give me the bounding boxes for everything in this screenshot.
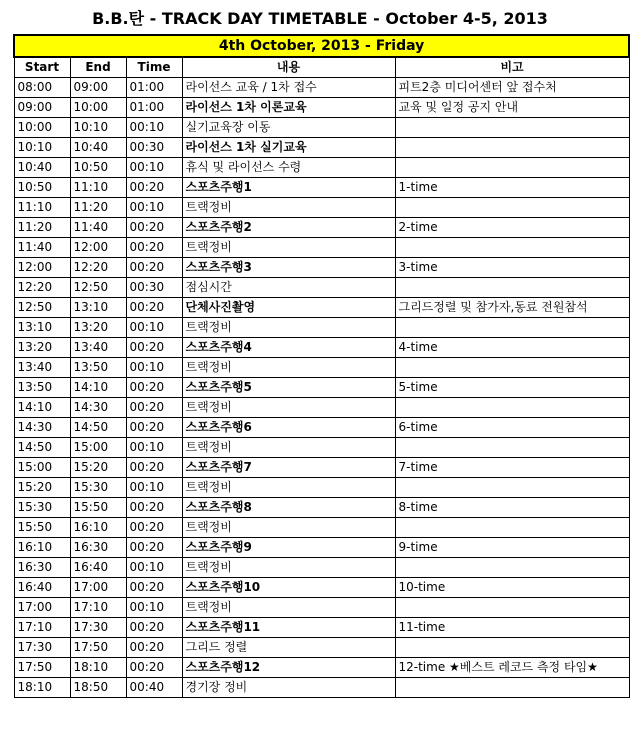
end-cell: 15:00 <box>70 438 126 458</box>
table-row <box>14 538 629 558</box>
start-cell: 13:20 <box>14 338 70 358</box>
table-row <box>14 378 629 398</box>
note-cell <box>395 118 629 138</box>
start-cell: 16:40 <box>14 578 70 598</box>
content-cell: 점심시간 <box>182 278 395 298</box>
end-cell: 18:50 <box>70 678 126 698</box>
start-cell: 11:40 <box>14 238 70 258</box>
end-cell: 11:20 <box>70 198 126 218</box>
end-cell: 09:00 <box>70 78 126 98</box>
table-row <box>14 438 629 458</box>
table-row <box>14 338 629 358</box>
column-header-content: 내용 <box>182 57 395 78</box>
table-row <box>14 418 629 438</box>
time-cell: 00:40 <box>126 678 182 698</box>
content-cell: 트랙정비 <box>182 238 395 258</box>
note-cell: 12-time ★베스트 레코드 측정 타임★ <box>395 658 629 678</box>
content-cell: 트랙정비 <box>182 398 395 418</box>
time-cell: 00:20 <box>126 518 182 538</box>
start-cell: 15:30 <box>14 498 70 518</box>
end-cell: 11:10 <box>70 178 126 198</box>
start-cell: 15:00 <box>14 458 70 478</box>
start-cell: 12:00 <box>14 258 70 278</box>
note-cell: 그리드정렬 및 참가자,동료 전원참석 <box>395 298 629 318</box>
note-cell <box>395 558 629 578</box>
table-row <box>14 298 629 318</box>
content-cell: 라이선스 1차 이론교육 <box>182 98 395 118</box>
end-cell: 10:50 <box>70 158 126 178</box>
time-cell: 00:10 <box>126 478 182 498</box>
start-cell: 10:00 <box>14 118 70 138</box>
end-cell: 16:40 <box>70 558 126 578</box>
content-cell: 실기교육장 이동 <box>182 118 395 138</box>
note-cell <box>395 138 629 158</box>
note-cell: 11-time <box>395 618 629 638</box>
end-cell: 10:00 <box>70 98 126 118</box>
time-cell: 00:20 <box>126 418 182 438</box>
start-cell: 15:20 <box>14 478 70 498</box>
time-cell: 00:20 <box>126 658 182 678</box>
content-cell: 휴식 및 라이선스 수령 <box>182 158 395 178</box>
content-cell: 스포츠주행5 <box>182 378 395 398</box>
end-cell: 15:30 <box>70 478 126 498</box>
table-row <box>14 278 629 298</box>
note-cell <box>395 518 629 538</box>
end-cell: 14:10 <box>70 378 126 398</box>
content-cell: 그리드 정렬 <box>182 638 395 658</box>
content-cell: 스포츠주행3 <box>182 258 395 278</box>
table-row <box>14 118 629 138</box>
end-cell: 13:50 <box>70 358 126 378</box>
time-cell: 00:20 <box>126 458 182 478</box>
column-header-row <box>14 57 629 78</box>
time-cell: 00:20 <box>126 298 182 318</box>
content-cell: 트랙정비 <box>182 518 395 538</box>
time-cell: 00:20 <box>126 178 182 198</box>
end-cell: 15:20 <box>70 458 126 478</box>
page-title: B.B.탄 - TRACK DAY TIMETABLE - October 4-5, 2013 <box>92 9 548 28</box>
table-row <box>14 218 629 238</box>
time-cell: 00:10 <box>126 558 182 578</box>
table-row <box>14 178 629 198</box>
column-header-start: Start <box>14 57 70 78</box>
end-cell: 16:10 <box>70 518 126 538</box>
content-cell: 스포츠주행10 <box>182 578 395 598</box>
content-cell: 트랙정비 <box>182 198 395 218</box>
time-cell: 00:30 <box>126 138 182 158</box>
column-header-end: End <box>70 57 126 78</box>
time-cell: 00:10 <box>126 198 182 218</box>
content-cell: 스포츠주행7 <box>182 458 395 478</box>
note-cell <box>395 238 629 258</box>
start-cell: 17:50 <box>14 658 70 678</box>
end-cell: 18:10 <box>70 658 126 678</box>
table-row <box>14 198 629 218</box>
note-cell <box>395 318 629 338</box>
table-row <box>14 458 629 478</box>
start-cell: 14:10 <box>14 398 70 418</box>
note-cell: 1-time <box>395 178 629 198</box>
start-cell: 16:10 <box>14 538 70 558</box>
note-cell: 9-time <box>395 538 629 558</box>
note-cell: 10-time <box>395 578 629 598</box>
time-cell: 00:10 <box>126 158 182 178</box>
end-cell: 17:50 <box>70 638 126 658</box>
content-cell: 트랙정비 <box>182 478 395 498</box>
content-cell: 경기장 정비 <box>182 678 395 698</box>
time-cell: 00:20 <box>126 538 182 558</box>
time-cell: 00:20 <box>126 398 182 418</box>
start-cell: 17:10 <box>14 618 70 638</box>
table-row <box>14 618 629 638</box>
content-cell: 스포츠주행12 <box>182 658 395 678</box>
start-cell: 12:50 <box>14 298 70 318</box>
time-cell: 01:00 <box>126 78 182 98</box>
note-cell: 4-time <box>395 338 629 358</box>
content-cell: 스포츠주행9 <box>182 538 395 558</box>
note-cell <box>395 358 629 378</box>
start-cell: 18:10 <box>14 678 70 698</box>
note-cell: 6-time <box>395 418 629 438</box>
start-cell: 11:20 <box>14 218 70 238</box>
content-cell: 스포츠주행11 <box>182 618 395 638</box>
time-cell: 00:10 <box>126 598 182 618</box>
time-cell: 01:00 <box>126 98 182 118</box>
day-header-row <box>14 35 629 57</box>
start-cell: 16:30 <box>14 558 70 578</box>
table-row <box>14 258 629 278</box>
end-cell: 13:20 <box>70 318 126 338</box>
time-cell: 00:30 <box>126 278 182 298</box>
note-cell <box>395 678 629 698</box>
start-cell: 08:00 <box>14 78 70 98</box>
end-cell: 17:30 <box>70 618 126 638</box>
content-cell: 스포츠주행2 <box>182 218 395 238</box>
day-header: 4th October, 2013 - Friday <box>14 35 629 57</box>
column-header-note: 비고 <box>395 57 629 78</box>
note-cell <box>395 438 629 458</box>
note-cell <box>395 158 629 178</box>
time-cell: 00:10 <box>126 118 182 138</box>
note-cell: 7-time <box>395 458 629 478</box>
content-cell: 스포츠주행1 <box>182 178 395 198</box>
end-cell: 10:40 <box>70 138 126 158</box>
end-cell: 16:30 <box>70 538 126 558</box>
content-cell: 스포츠주행6 <box>182 418 395 438</box>
content-cell: 트랙정비 <box>182 598 395 618</box>
end-cell: 12:00 <box>70 238 126 258</box>
table-row <box>14 518 629 538</box>
content-cell: 트랙정비 <box>182 558 395 578</box>
content-cell: 라이선스 교육 / 1차 접수 <box>182 78 395 98</box>
start-cell: 17:00 <box>14 598 70 618</box>
note-cell: 교육 및 일정 공지 안내 <box>395 98 629 118</box>
start-cell: 15:50 <box>14 518 70 538</box>
note-cell: 3-time <box>395 258 629 278</box>
content-cell: 스포츠주행4 <box>182 338 395 358</box>
note-cell: 5-time <box>395 378 629 398</box>
table-row <box>14 638 629 658</box>
timetable <box>13 34 630 698</box>
start-cell: 17:30 <box>14 638 70 658</box>
start-cell: 10:10 <box>14 138 70 158</box>
table-row <box>14 98 629 118</box>
end-cell: 13:10 <box>70 298 126 318</box>
start-cell: 13:50 <box>14 378 70 398</box>
start-cell: 14:30 <box>14 418 70 438</box>
column-header-time: Time <box>126 57 182 78</box>
content-cell: 트랙정비 <box>182 438 395 458</box>
content-cell: 단체사진촬영 <box>182 298 395 318</box>
start-cell: 12:20 <box>14 278 70 298</box>
note-cell <box>395 598 629 618</box>
table-row <box>14 138 629 158</box>
table-row <box>14 578 629 598</box>
end-cell: 11:40 <box>70 218 126 238</box>
time-cell: 00:20 <box>126 338 182 358</box>
end-cell: 10:10 <box>70 118 126 138</box>
time-cell: 00:20 <box>126 498 182 518</box>
content-cell: 라이선스 1차 실기교육 <box>182 138 395 158</box>
start-cell: 10:50 <box>14 178 70 198</box>
end-cell: 17:00 <box>70 578 126 598</box>
start-cell: 13:40 <box>14 358 70 378</box>
table-row <box>14 478 629 498</box>
start-cell: 14:50 <box>14 438 70 458</box>
note-cell <box>395 478 629 498</box>
time-cell: 00:20 <box>126 618 182 638</box>
time-cell: 00:10 <box>126 438 182 458</box>
note-cell <box>395 638 629 658</box>
end-cell: 13:40 <box>70 338 126 358</box>
time-cell: 00:20 <box>126 378 182 398</box>
table-row <box>14 318 629 338</box>
start-cell: 10:40 <box>14 158 70 178</box>
table-row <box>14 658 629 678</box>
end-cell: 14:30 <box>70 398 126 418</box>
start-cell: 11:10 <box>14 198 70 218</box>
table-row <box>14 158 629 178</box>
note-cell: 8-time <box>395 498 629 518</box>
time-cell: 00:20 <box>126 238 182 258</box>
note-cell: 2-time <box>395 218 629 238</box>
note-cell <box>395 278 629 298</box>
table-row <box>14 398 629 418</box>
table-row <box>14 78 629 98</box>
end-cell: 12:50 <box>70 278 126 298</box>
end-cell: 14:50 <box>70 418 126 438</box>
content-cell: 트랙정비 <box>182 318 395 338</box>
time-cell: 00:20 <box>126 218 182 238</box>
note-cell: 피트2층 미디어센터 앞 접수처 <box>395 78 629 98</box>
table-row <box>14 558 629 578</box>
table-row <box>14 238 629 258</box>
table-row <box>14 678 629 698</box>
time-cell: 00:20 <box>126 578 182 598</box>
time-cell: 00:20 <box>126 258 182 278</box>
end-cell: 12:20 <box>70 258 126 278</box>
time-cell: 00:10 <box>126 358 182 378</box>
start-cell: 09:00 <box>14 98 70 118</box>
end-cell: 15:50 <box>70 498 126 518</box>
note-cell <box>395 198 629 218</box>
timetable-body <box>14 78 629 698</box>
content-cell: 스포츠주행8 <box>182 498 395 518</box>
table-row <box>14 498 629 518</box>
content-cell: 트랙정비 <box>182 358 395 378</box>
table-row <box>14 598 629 618</box>
time-cell: 00:10 <box>126 318 182 338</box>
note-cell <box>395 398 629 418</box>
time-cell: 00:20 <box>126 638 182 658</box>
end-cell: 17:10 <box>70 598 126 618</box>
start-cell: 13:10 <box>14 318 70 338</box>
table-row <box>14 358 629 378</box>
